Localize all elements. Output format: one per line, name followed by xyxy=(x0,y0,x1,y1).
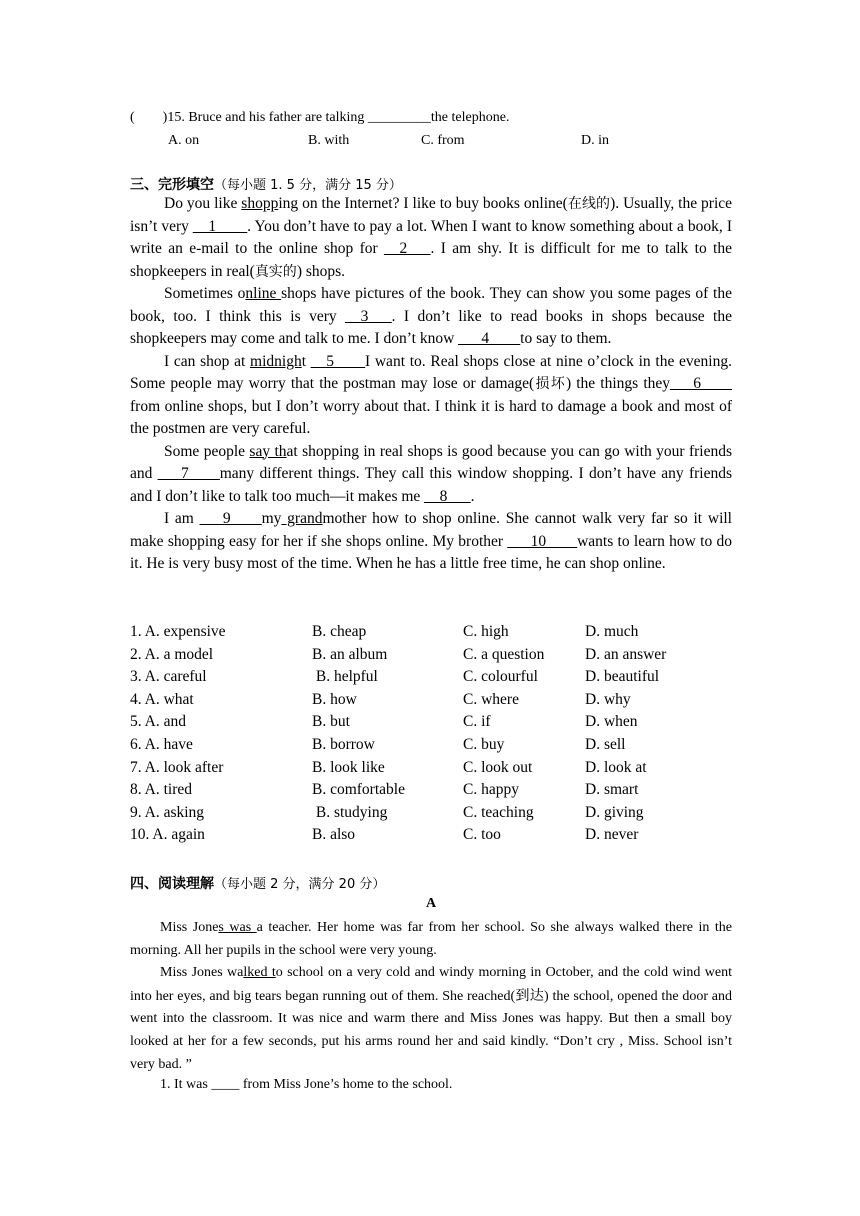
option-b: B. comfortable xyxy=(312,781,405,799)
option-c: C. buy xyxy=(463,735,505,753)
passage-paragraph-3: I can shop at midnight __5____I want to. Real shops close at nine o’clock in the evening. Some people may worry that the postman may lose or damage(损坏) the things they___6____ from online shops, but I don’t worry about that. I think it is hard to damage a book and most of the postmen are very careful. xyxy=(130,352,733,437)
option-b: B. how xyxy=(312,690,357,708)
passage-paragraph-4: Some people say that shopping in real shops is good because you can go with your friends and ___7____many different things. They call this window shopping. I don’t have any friends and I don’t like to talk too much—it makes me __8___. xyxy=(130,442,733,505)
option-row xyxy=(130,736,732,759)
option-row xyxy=(130,623,732,646)
option-c: C. where xyxy=(463,690,519,708)
option-row xyxy=(130,826,732,849)
blank-5: __5____ xyxy=(310,352,365,370)
option-row xyxy=(130,804,732,827)
passage-paragraph-2: Sometimes online shops have pictures of the book. They can show you some pages of the book, too. I think this is very __3___. I don’t like to read books in shops because the shopkeepers may come and talk to me. I don’t know ___4____to say to them. xyxy=(130,285,732,347)
option-c: C. high xyxy=(463,623,509,640)
option-b: B. studying xyxy=(312,803,388,821)
option-row xyxy=(130,646,732,669)
passage-paragraph-5: I am ___9____my grandmother how to shop online. She cannot walk very far so it will make shopping easy for her if she shops online. My brother ___10____wants to learn how to do it. He is very busy most of the time. When he has a little free time, he can shop online. xyxy=(130,510,732,572)
cloze-options xyxy=(130,623,732,849)
option-row xyxy=(130,781,732,804)
reading-passage xyxy=(130,917,732,1076)
option-d: D. sell xyxy=(585,735,626,753)
option-a: 8. A. tired xyxy=(130,781,192,799)
option-a: 6. A. have xyxy=(130,735,193,753)
section-4-title xyxy=(130,873,385,893)
option-a: A. on xyxy=(168,133,200,148)
option-d: D. look at xyxy=(585,758,647,776)
cloze-passage xyxy=(130,193,732,576)
option-b: B. helpful xyxy=(312,668,378,686)
blank-8: __8___ xyxy=(424,487,471,505)
option-c: C. from xyxy=(421,133,465,148)
answer-blank: _________ xyxy=(367,110,431,125)
option-row xyxy=(130,691,732,714)
section-3-title xyxy=(130,174,402,194)
section-3-note: （每小题 1. 5 分，满分 15 分） xyxy=(214,178,402,193)
option-d: D. much xyxy=(585,623,639,640)
option-c: C. happy xyxy=(463,781,519,799)
option-c: C. too xyxy=(463,826,501,844)
option-a: 5. A. and xyxy=(130,713,186,731)
answer-paren: ( ) xyxy=(130,110,168,125)
option-b: B. but xyxy=(312,713,350,731)
option-d: D. never xyxy=(585,826,639,844)
option-d: D. beautiful xyxy=(585,668,660,686)
option-row xyxy=(130,759,732,782)
option-d: D. why xyxy=(585,690,631,708)
blank-1: __1____ xyxy=(192,217,248,235)
section-4-note: （每小题 2 分，满分 20 分） xyxy=(214,877,386,892)
option-b: B. cheap xyxy=(312,623,367,640)
blank-3: __3___ xyxy=(345,307,392,325)
reading-question-1: 1. It was ____ from Miss Jone’s home to the school. xyxy=(160,1077,453,1092)
option-c: C. colourful xyxy=(463,668,538,686)
blank-10: ___10____ xyxy=(507,532,578,550)
option-b: B. also xyxy=(312,826,356,844)
question-15-options xyxy=(168,133,728,151)
blank-4: ___4____ xyxy=(458,330,521,347)
question-15 xyxy=(130,110,509,126)
question-stem: 15. Bruce and his father are talking xyxy=(167,110,368,125)
option-d: D. in xyxy=(581,133,609,148)
option-c: C. a question xyxy=(463,645,545,663)
blank-2: __2___ xyxy=(384,240,431,257)
blank-6: ___6____ xyxy=(670,375,733,392)
option-a: 10. A. again xyxy=(130,826,205,844)
option-c: C. teaching xyxy=(463,803,534,821)
option-a: 1. A. expensive xyxy=(130,623,226,640)
option-row xyxy=(130,713,732,736)
section-4-heading: 四、阅读理解 xyxy=(130,877,214,892)
option-b: B. an album xyxy=(312,645,388,663)
option-row xyxy=(130,668,732,691)
reading-paragraph-2: Miss Jones walked to school on a very cold and windy morning in October, and the cold wind went into her eyes, and big tears began running out of them. She reached(到达) the school, opened the door and went into the classroom. It was nice and warm there and Miss Jones was happy. But then a small boy looked at her for a few seconds, put his arms round her and said kindly. “Don’t cry , Miss. School isn’t very bad. ” xyxy=(130,965,733,1072)
option-a: 3. A. careful xyxy=(130,668,207,686)
option-b: B. with xyxy=(308,133,350,148)
passage-paragraph-1: Do you like shopping on the Internet? I like to buy books online(在线的). Usually, the price isn’t very __1____. You don’t have to pay a lot. When I want to know something about a book, I write an e-mail to the online shop for __2___. I am shy. It is difficult for me to talk to the shopkeepers in real(真实的) shops. xyxy=(130,195,733,280)
reading-part-label: A xyxy=(425,896,437,911)
option-c: C. look out xyxy=(463,758,533,776)
option-d: D. when xyxy=(585,713,638,731)
reading-paragraph-1: Miss Jones was a teacher. Her home was far from her school. So she always walked there in the morning. All her pupils in the school were very young. xyxy=(130,920,732,958)
blank-9: ___9____ xyxy=(199,510,262,527)
section-3-heading: 三、完形填空 xyxy=(130,178,214,193)
option-a: 4. A. what xyxy=(130,690,194,708)
option-b: B. borrow xyxy=(312,735,375,753)
blank-7: ___7____ xyxy=(157,465,220,482)
option-a: 2. A. a model xyxy=(130,645,214,663)
option-b: B. look like xyxy=(312,758,385,776)
option-d: D. giving xyxy=(585,803,644,821)
option-d: D. an answer xyxy=(585,645,667,663)
option-d: D. smart xyxy=(585,781,639,799)
option-a: 7. A. look after xyxy=(130,758,224,776)
option-a: 9. A. asking xyxy=(130,803,205,821)
question-stem-end: the telephone. xyxy=(430,110,510,125)
option-c: C. if xyxy=(463,713,491,731)
